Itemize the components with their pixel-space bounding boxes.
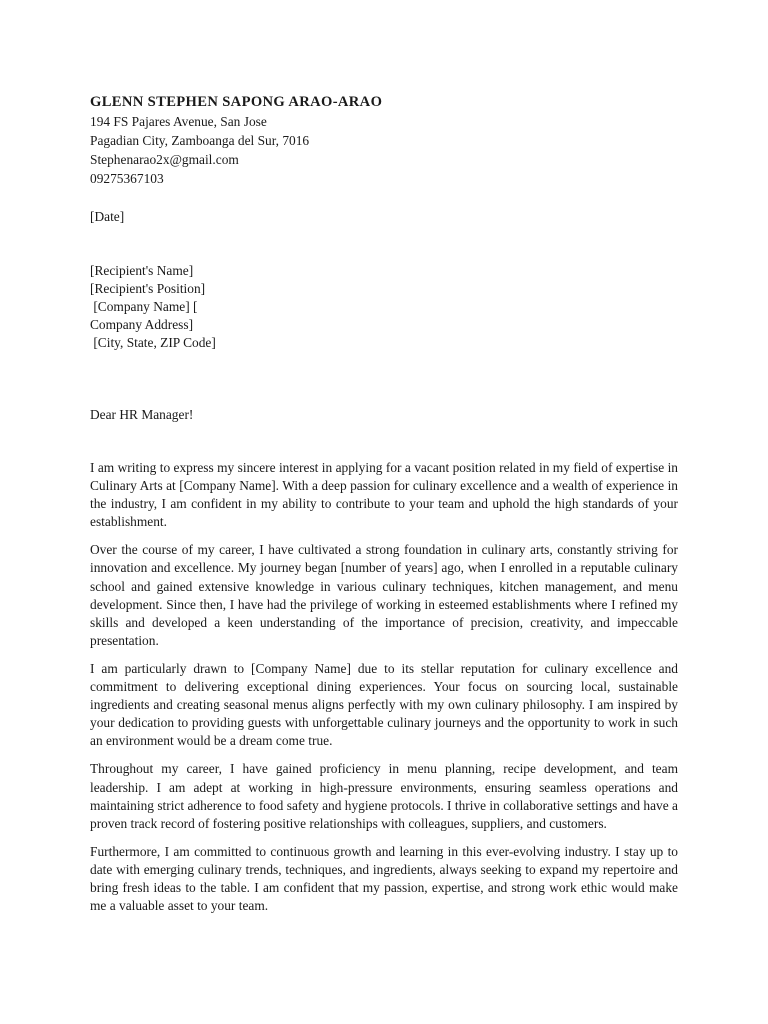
body-paragraph-5: Furthermore, I am committed to continuous growth and learning in this ever-evolving industry. I stay up to date with emerging culinary trends, techniques, and ingredients, always seeking to expand my repertoire and bring fresh ideas to the table. I am confident that my passion, expertise, and strong work ethic would make me a valuable asset to your team. [90, 843, 678, 914]
letter-body [90, 459, 678, 915]
body-paragraph-2: Over the course of my career, I have cultivated a strong foundation in culinary arts, constantly striving for innovation and excellence. My journey began [number of years] ago, when I enrolled in a reputable culinary school and gained extensive knowledge in various culinary techniques, kitchen management, and menu development. Since then, I have had the privilege of working in esteemed establishments where I refined my skills and developed a keen understanding of the importance of precision, creativity, and impeccable presentation. [90, 542, 678, 648]
sender-phone: 09275367103 [90, 171, 164, 186]
recipient-city: [City, State, ZIP Code] [90, 335, 216, 350]
recipient-name: [Recipient's Name] [90, 263, 194, 278]
body-paragraph-3: I am particularly drawn to [Company Name] due to its stellar reputation for culinary excellence and commitment to delivering exceptional dining experiences. Your focus on sourcing local, sustainable ingredients and creating seasonal menus aligns perfectly with my own culinary philosophy. I am inspired by your dedication to providing guests with unforgettable culinary journeys and the opportunity to work in such an environment would be a dream come true. [90, 660, 678, 749]
sender-email: Stephenarao2x@gmail.com [90, 152, 239, 167]
recipient-company: [Company Name] [ [90, 299, 198, 314]
sender-address-line2: Pagadian City, Zamboanga del Sur, 7016 [90, 133, 310, 148]
body-paragraph-4: Throughout my career, I have gained proficiency in menu planning, recipe development, and team leadership. I am adept at working in high-pressure environments, ensuring seamless operations and maintaining strict adherence to food safety and hygiene protocols. I thrive in collaborative settings and have a proven track record of fostering positive relationships with colleagues, suppliers, and customers. [90, 761, 678, 831]
sender-address-line1: 194 FS Pajares Avenue, San Jose [90, 114, 267, 129]
recipient-address: Company Address] [90, 317, 194, 332]
sender-name: GLENN STEPHEN SAPONG ARAO-ARAO [90, 94, 383, 110]
body-paragraph-1: I am writing to express my sincere interest in applying for a vacant position related in my field of expertise in Culinary Arts at [Company Name]. With a deep passion for culinary excellence and a wealth of experience in the industry, I am confident in my ability to contribute to your team and uphold the high standards of your establishment. [90, 460, 678, 530]
sender-block [90, 93, 678, 188]
letter-date: [Date] [90, 209, 125, 224]
letter-content [90, 93, 678, 925]
salutation: Dear HR Manager! [90, 407, 194, 422]
recipient-block [90, 262, 678, 352]
recipient-position: [Recipient's Position] [90, 281, 206, 296]
